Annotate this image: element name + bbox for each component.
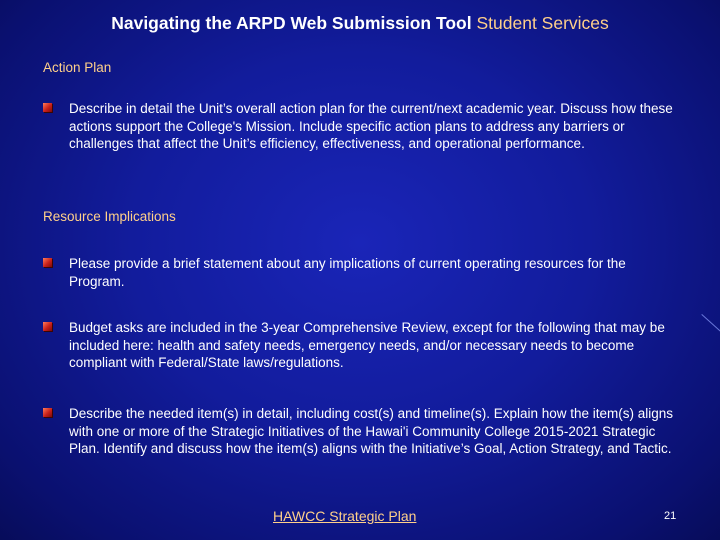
bullet-text: Budget asks are included in the 3-year Comprehensive Review, except for the following that may be included here: health and safety needs, emergency needs, and/or necessary needs to become compliant with Federal/State laws/regulations. [69, 320, 665, 370]
bullet-marker-icon [43, 322, 52, 331]
section-heading-resource-implications: Resource Implications [43, 209, 176, 224]
bullet-text: Describe in detail the Unit’s overall action plan for the current/next academic year. Discuss how these actions support the College's Mission. Include specific action plans to address any barriers or challenges that affect the Unit’s efficiency, effectiveness, and operational performance. [69, 101, 673, 151]
strategic-plan-link[interactable]: HAWCC Strategic Plan [273, 508, 417, 524]
decorative-line [701, 314, 720, 332]
bullet-text: Describe the needed item(s) in detail, including cost(s) and timeline(s). Explain how the item(s) aligns with one or more of the Strategic Initiatives of the Hawai'i Community College 2015-2021 Strategic Plan. Identify and discuss how the item(s) aligns with the Initiative’s Goal, Action Strategy, and Tactic. [69, 406, 674, 456]
bullet-text: Please provide a brief statement about any implications of current operating resources for the Program. [69, 256, 626, 289]
slide-title-sub: Student Services [476, 13, 609, 33]
slide-title-main: Navigating the ARPD Web Submission Tool [111, 13, 472, 33]
bullet-marker-icon [43, 408, 52, 417]
section-heading-action-plan: Action Plan [43, 60, 112, 75]
slide-title [0, 13, 720, 33]
bullet-marker-icon [43, 103, 52, 112]
page-number: 21 [664, 510, 677, 522]
bullet-marker-icon [43, 258, 52, 267]
